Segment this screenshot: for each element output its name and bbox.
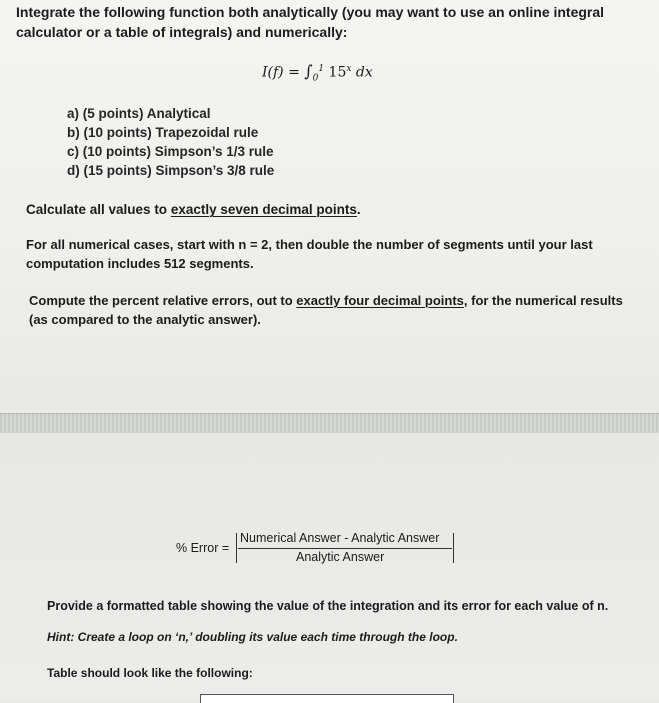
error-numerator: Numerical Answer - Analytic Answer <box>240 531 440 545</box>
differential: dx <box>351 64 373 81</box>
error-label: % Error = <box>176 541 230 555</box>
example-table-edge <box>200 694 454 703</box>
parts-list <box>67 104 274 180</box>
table-note: Table should look like the following: <box>47 666 253 680</box>
abs-bar-left <box>236 533 237 563</box>
segments-instruction: For all numerical cases, start with n = 2, then double the number of segments until your last computation includes 512 segments. <box>26 237 593 271</box>
part-c: c) (10 points) Simpson’s 1/3 rule <box>67 144 274 159</box>
precision-emphasis: exactly seven decimal points <box>170 202 357 217</box>
formula-lhs: I(f) = <box>262 64 305 81</box>
error-text-end: , for the numerical results (as compared to the analytic answer). <box>29 293 623 327</box>
error-denominator: Analytic Answer <box>296 550 385 564</box>
upper-limit: 1 <box>318 64 325 74</box>
error-text-start: Compute the percent relative errors, out to <box>29 293 297 308</box>
precision-text: Calculate all values to <box>26 202 171 217</box>
lower-limit: 0 <box>312 73 319 84</box>
page-break-band <box>0 413 659 435</box>
part-b: b) (10 points) Trapezoidal rule <box>67 125 259 140</box>
error-instruction <box>29 291 629 329</box>
lower-sheet <box>0 433 659 700</box>
part-d: d) (15 points) Simpson’s 3/8 rule <box>67 163 275 178</box>
intro-text: Integrate the following function both analytically (you may want to use an online integral calculator or a table of integrals) and numerically: <box>16 4 605 40</box>
integrand-base: 15 <box>328 64 347 81</box>
integrand-exponent: x <box>346 64 352 74</box>
error-emphasis: exactly four decimal points <box>296 293 464 308</box>
fraction-bar <box>238 548 452 549</box>
integral-sign: ∫ <box>304 61 313 81</box>
precision-instruction <box>26 200 361 219</box>
table-instruction: Provide a formatted table showing the value of the integration and its error for each value of n. <box>47 599 609 613</box>
part-a: a) (5 points) Analytical <box>67 106 211 121</box>
abs-bar-right <box>453 533 454 563</box>
integral-formula <box>262 60 373 88</box>
hint-text: Hint: Create a loop on ‘n,’ doubling its value each time through the loop. <box>47 630 458 644</box>
precision-period: . <box>356 202 361 217</box>
